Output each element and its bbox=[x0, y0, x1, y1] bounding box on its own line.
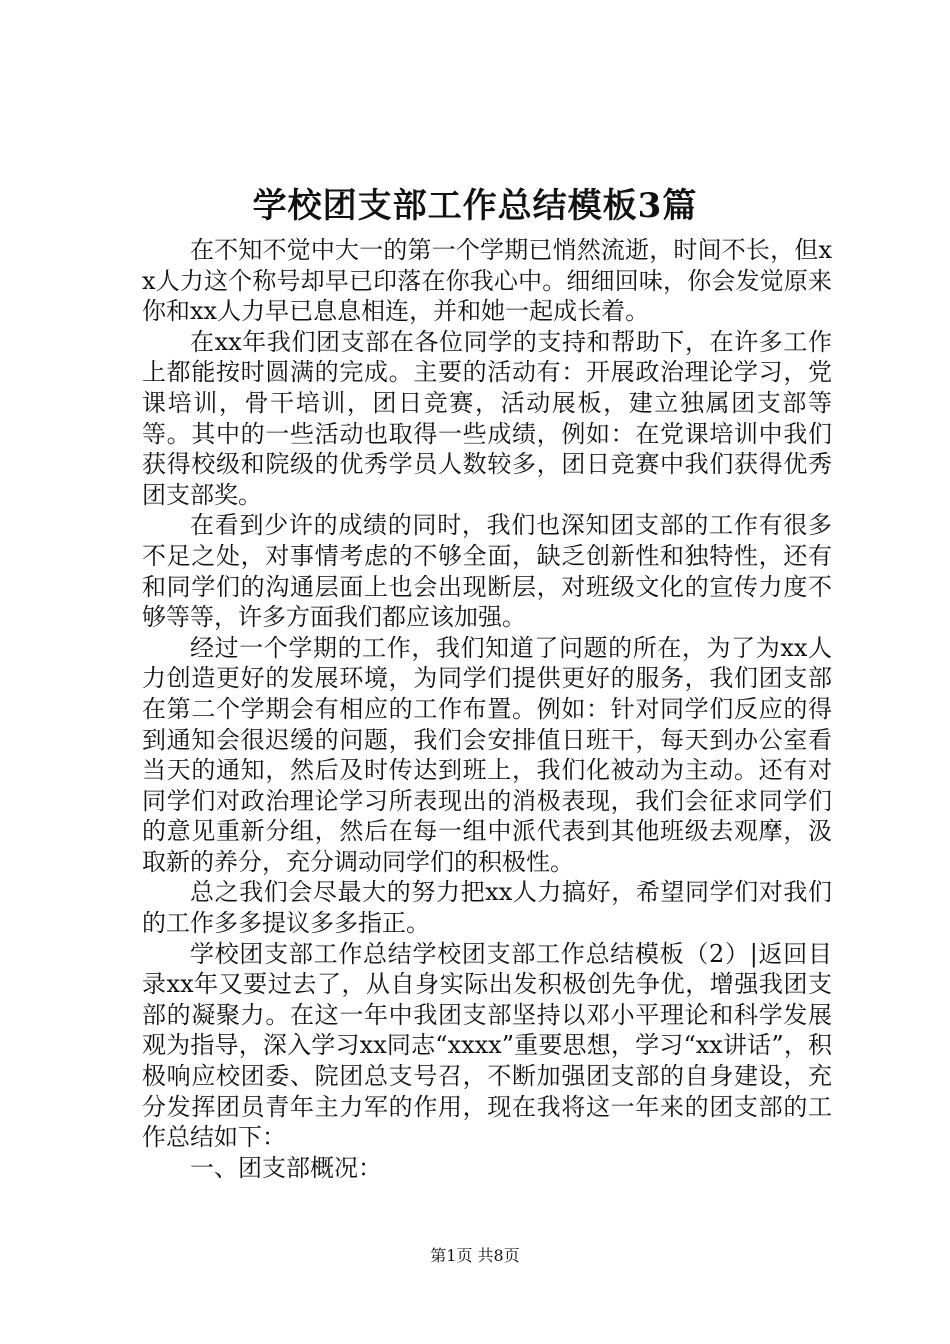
paragraph-2: 在xx年我们团支部在各位同学的支持和帮助下，在许多工作上都能按时圆满的完成。主要的活动有：开展政治理论学习，党课培训，骨干培训，团日竞赛，活动展板，建立独属团支部等等。其中的一些活动也取得一些成绩，例如：在党课培训中我们获得校级和院级的优秀学员人数较多，团日竞赛中我们获得优秀团支部奖。 bbox=[142, 327, 832, 509]
paragraph-5: 总之我们会尽最大的努力把xx人力搞好，希望同学们对我们的工作多多提议多多指正。 bbox=[142, 878, 832, 938]
section-heading-1: 一、团支部概况： bbox=[190, 1153, 382, 1182]
paragraph-6: 学校团支部工作总结学校团支部工作总结模板（2）|返回目录xx年又要过去了，从自身实际出发积极创先争优，增强我团支部的凝聚力。在这一年中我团支部坚持以邓小平理论和科学发展观为指导，深入学习xx同志“xxxx”重要思想，学习“xx讲话”，积极响应校团委、院团总支号召，不断加强团支部的自身建设，充分发挥团员青年主力军的作用，现在我将这一年来的团支部的工作总结如下： bbox=[142, 939, 832, 1152]
document-title: 学校团支部工作总结模板3篇 bbox=[252, 186, 698, 226]
document-body bbox=[142, 235, 832, 1183]
paragraph-1: 在不知不觉中大一的第一个学期已悄然流逝，时间不长，但xx人力这个称号却早已印落在你我心中。细细回味，你会发觉原来你和xx人力早已息息相连，并和她一起成长着。 bbox=[142, 236, 832, 326]
paragraph-4: 经过一个学期的工作，我们知道了问题的所在，为了为xx人力创造更好的发展环境，为同学们提供更好的服务，我们团支部在第二个学期会有相应的工作布置。例如：针对同学们反应的得到通知会很迟缓的问题，我们会安排值日班干，每天到办公室看当天的通知，然后及时传达到班上，我们化被动为主动。还有对同学们对政治理论学习所表现出的消极表现，我们会征求同学们的意见重新分组，然后在每一组中派代表到其他班级去观摩，汲取新的养分，充分调动同学们的积极性。 bbox=[142, 633, 832, 876]
paragraph-3: 在看到少许的成绩的同时，我们也深知团支部的工作有很多不足之处，对事情考虑的不够全面，缺乏创新性和独特性，还有和同学们的沟通层面上也会出现断层，对班级文化的宣传力度不够等等，许多方面我们都应该加强。 bbox=[142, 511, 832, 632]
page-number: 第1页 共8页 bbox=[430, 1246, 520, 1265]
